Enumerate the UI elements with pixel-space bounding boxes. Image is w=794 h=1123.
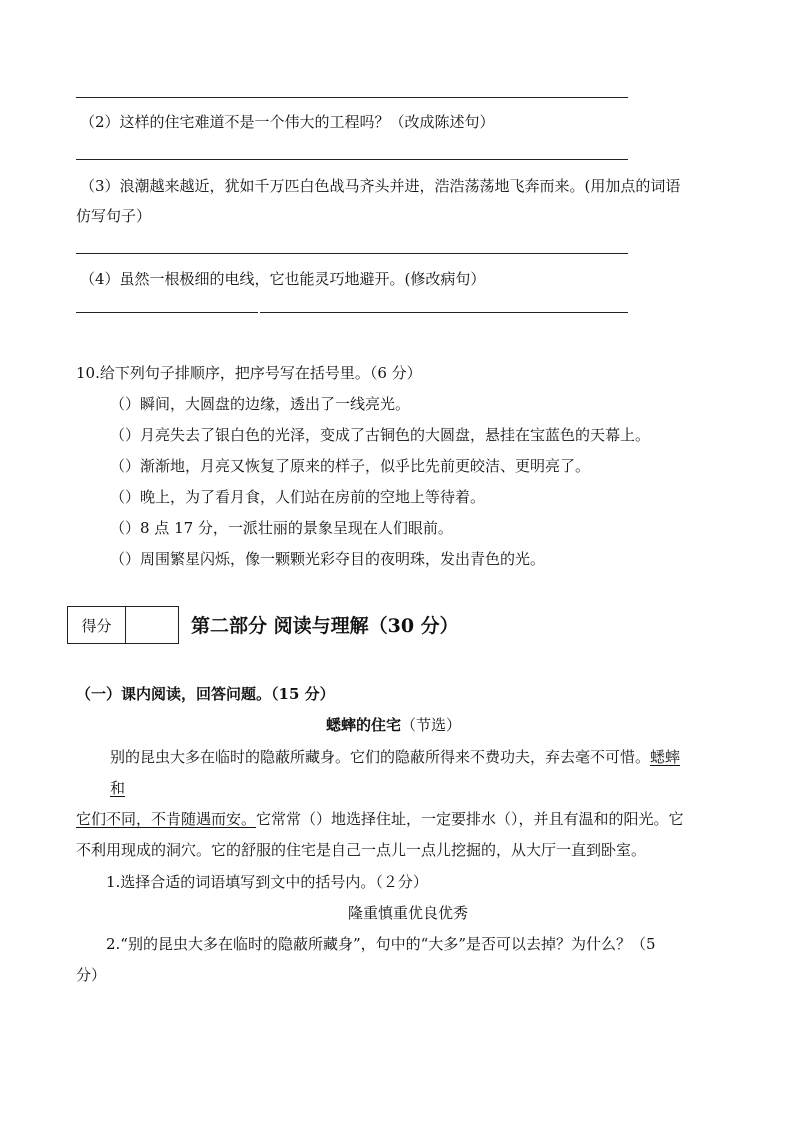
passage-underlined-end: 它们不同，不肯随遇而安。 <box>76 810 257 828</box>
score-input[interactable] <box>126 607 178 643</box>
word-choices: 隆重慎重优良优秀 <box>348 904 469 922</box>
order-item-4[interactable]: （）晚上，为了看月食，人们站在房前的空地上等待着。 <box>110 488 486 506</box>
answer-line-3[interactable] <box>76 253 628 254</box>
passage-title-main: 蟋蟀的住宅 <box>326 716 402 734</box>
passage-line-1-text: 别的昆虫大多在临时的隐蔽所藏身。它们的隐蔽所得来不费功夫，弃去毫不可惜。 <box>110 748 651 766</box>
passage-line-4: 不利用现成的洞穴。它的舒服的住宅是自己一点儿一点儿挖掘的，从大厅一直到卧室。 <box>76 841 647 859</box>
reading-question-1: 1.选择合适的词语填写到文中的括号内。（２分） <box>106 873 428 891</box>
question-9-2: （2）这样的住宅难道不是一个伟大的工程吗？（改成陈述句） <box>80 113 495 131</box>
passage-line-3-text: 它常常（）地选择住址，一定要排水（），并且有温和的阳光。它 <box>256 810 684 828</box>
question-9-4: （4）虽然一根极细的电线，它也能灵巧地避开。(修改病句） <box>80 270 486 288</box>
passage-title <box>326 715 461 735</box>
part-2-title: 第二部分 阅读与理解（30 分） <box>191 615 459 637</box>
reading-question-2-line1: 2.“别的昆虫大多在临时的隐蔽所藏身”，句中的“大多”是否可以去掉？为什么？（5 <box>106 935 656 953</box>
section-1-heading: （一）课内阅读，回答问题。（15 分） <box>76 685 335 703</box>
question-10-heading: 10.给下列句子排顺序，把序号写在括号里。（6 分） <box>76 364 422 382</box>
reading-question-2-line2: 分） <box>76 966 107 984</box>
question-9-3-line2: 仿写句子） <box>76 207 152 225</box>
passage-line-1 <box>110 747 680 767</box>
score-label: 得分 <box>68 607 126 643</box>
answer-line-1[interactable] <box>76 97 628 98</box>
passage-title-suffix: （节选） <box>401 716 462 734</box>
order-item-6[interactable]: （）周围繁星闪烁，像一颗颗光彩夺目的夜明珠，发出青色的光。 <box>110 550 546 568</box>
order-item-2[interactable]: （）月亮失去了银白色的光泽，变成了古铜色的大圆盘，悬挂在宝蓝色的天幕上。 <box>110 426 651 444</box>
answer-line-4a[interactable] <box>76 312 258 313</box>
order-item-3[interactable]: （）渐渐地，月亮又恢复了原来的样子，似乎比先前更皎洁、更明亮了。 <box>110 457 591 475</box>
passage-line-2: 和 <box>110 779 126 797</box>
order-item-1[interactable]: （）瞬间，大圆盘的边缘，透出了一线亮光。 <box>110 395 411 413</box>
score-box <box>67 606 179 644</box>
passage-line-3 <box>76 809 684 829</box>
passage-underlined-start: 蟋蟀 <box>650 748 681 766</box>
order-item-5[interactable]: （）8 点 17 分，一派壮丽的景象呈现在人们眼前。 <box>110 519 453 537</box>
answer-line-4b[interactable] <box>260 312 628 313</box>
question-9-3-line1: （3）浪潮越来越近，犹如千万匹白色战马齐头并进，浩浩荡荡地飞奔而来。(用加点的词语 <box>80 177 681 195</box>
answer-line-2[interactable] <box>76 159 628 160</box>
